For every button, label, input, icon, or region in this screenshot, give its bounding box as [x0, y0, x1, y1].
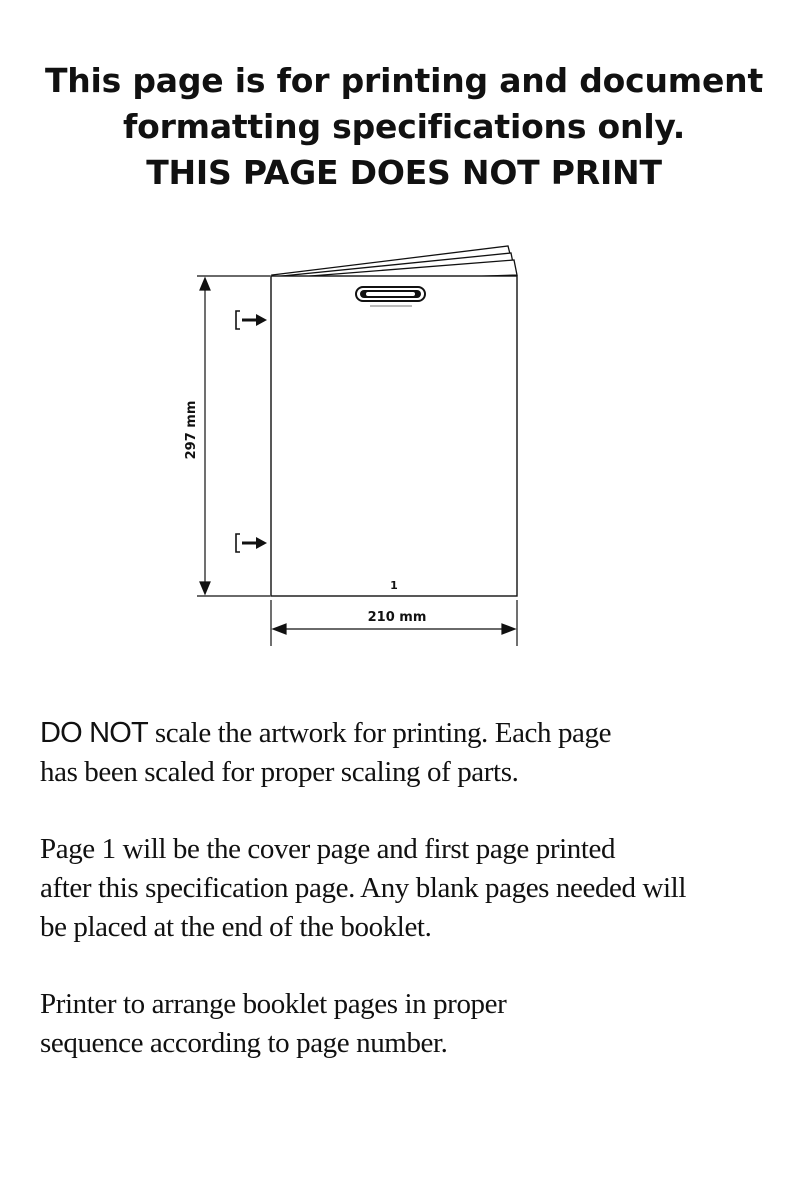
front-page: [271, 276, 517, 596]
paragraph-cover-line-3: be placed at the end of the booklet.: [40, 911, 432, 943]
paragraph-scaling-line-2: has been scaled for proper scaling of parts.: [40, 756, 519, 788]
heading-line-1: This page is for printing and document: [44, 61, 764, 100]
paragraph-cover-line-1: Page 1 will be the cover page and first page printed: [40, 833, 616, 865]
height-label: 297 mm: [184, 400, 199, 460]
do-not-emphasis: DO NOT: [40, 717, 148, 749]
paragraph-scaling: [40, 714, 800, 792]
heading-line-3: THIS PAGE DOES NOT PRINT: [146, 153, 662, 192]
paragraph-scaling-line-1: [40, 714, 800, 753]
paragraph-arrange-line-1: Printer to arrange booklet pages in proper: [40, 988, 507, 1020]
paragraph-cover-page: [40, 830, 800, 947]
page-number-label: 1: [390, 579, 398, 592]
bracket-arrow-icon: [236, 311, 267, 329]
instructions: [40, 714, 800, 1101]
width-label: 210 mm: [367, 610, 427, 625]
paragraph-arrange-line-2: sequence according to page number.: [40, 1027, 448, 1059]
paragraph-arrange: [40, 985, 800, 1063]
paragraph-scaling-line-1-rest: scale the artwork for printing. Each page: [147, 717, 612, 749]
heading-line-2: formatting specifications only.: [122, 107, 686, 146]
bracket-arrow-icon-lower: [236, 534, 267, 552]
paragraph-cover-line-2: after this specification page. Any blank pages needed will: [40, 872, 686, 904]
